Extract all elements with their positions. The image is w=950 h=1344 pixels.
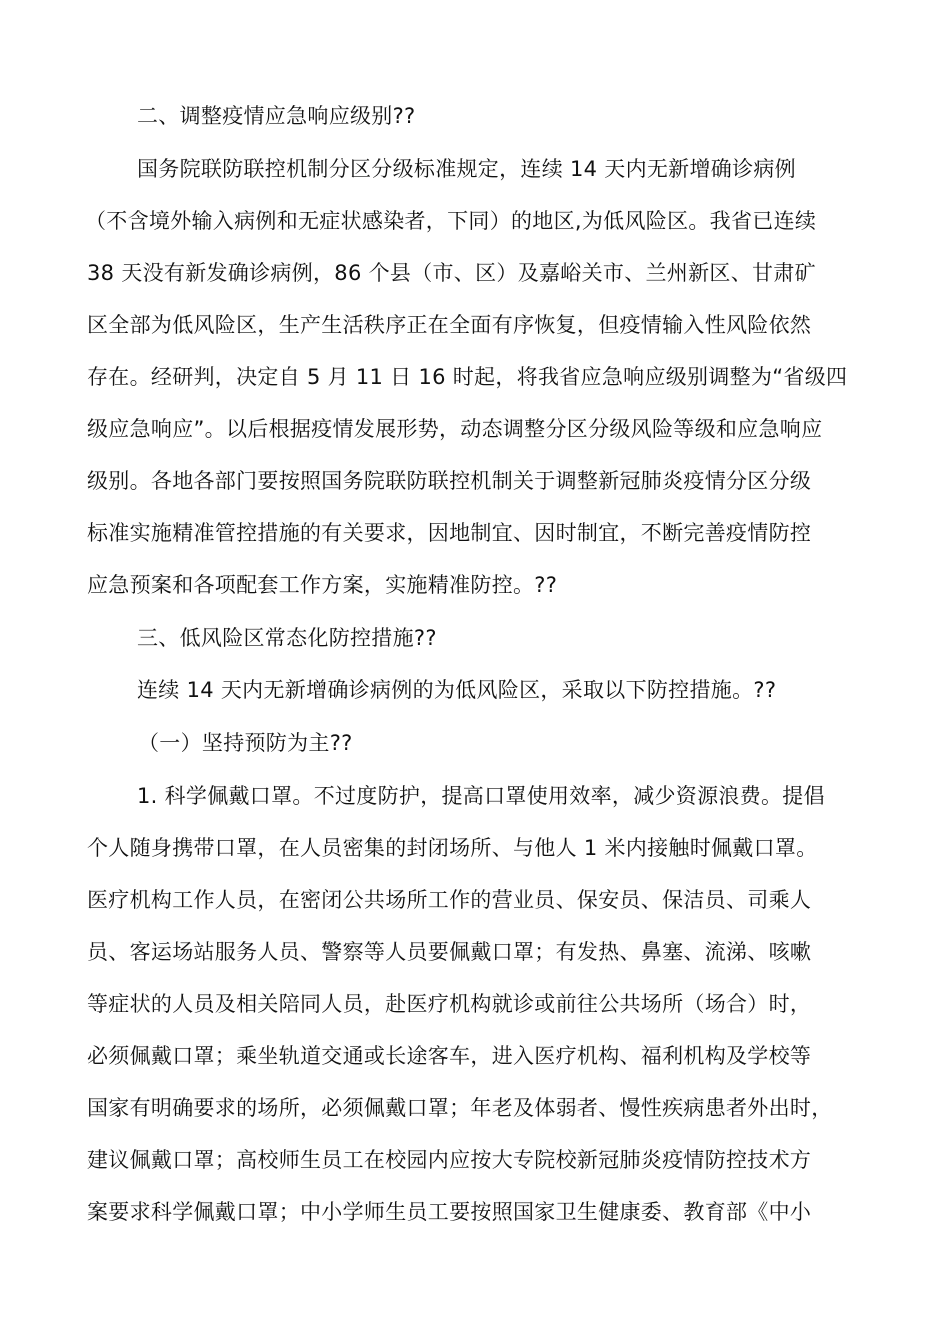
subsection-heading: （一）坚持预防为主??	[138, 731, 353, 755]
paragraph-line: 国务院联防联控机制分区分级标准规定，连续 14 天内无新增确诊病例	[137, 157, 796, 181]
paragraph-line: 级别。各地各部门要按照国务院联防联控机制关于调整新冠肺炎疫情分区分级	[87, 469, 812, 493]
paragraph-line: 必须佩戴口罩；乘坐轨道交通或长途客车，进入医疗机构、福利机构及学校等	[87, 1044, 812, 1068]
paragraph-line: 建议佩戴口罩；高校师生员工在校园内应按大专院校新冠肺炎疫情防控技术方	[87, 1148, 812, 1172]
paragraph-line: 国家有明确要求的场所，必须佩戴口罩；年老及体弱者、慢性疾病患者外出时，	[87, 1096, 833, 1120]
paragraph-line: 38 天没有新发确诊病例，86 个县（市、区）及嘉峪关市、兰州新区、甘肃矿	[87, 261, 816, 285]
paragraph-line: 级应急响应”。以后根据疫情发展形势，动态调整分区分级风险等级和应急响应	[87, 417, 823, 441]
section-heading-2: 二、调整疫情应急响应级别??	[137, 104, 416, 128]
paragraph-line: 连续 14 天内无新增确诊病例的为低风险区，采取以下防控措施。??	[137, 678, 777, 702]
paragraph-line: 1. 科学佩戴口罩。不过度防护，提高口罩使用效率，减少资源浪费。提倡	[137, 784, 825, 808]
paragraph-line: 员、客运场站服务人员、警察等人员要佩戴口罩；有发热、鼻塞、流涕、咳嗽	[87, 940, 812, 964]
paragraph-line: 区全部为低风险区，生产生活秩序正在全面有序恢复，但疫情输入性风险依然	[87, 313, 812, 337]
paragraph-line: 存在。经研判，决定自 5 月 11 日 16 时起，将我省应急响应级别调整为“省级四	[87, 365, 848, 389]
paragraph-line: （不含境外输入病例和无症状感染者，下同）的地区,为低风险区。我省已连续	[85, 209, 817, 233]
paragraph-line: 个人随身携带口罩，在人员密集的封闭场所、与他人 1 米内接触时佩戴口罩。	[87, 836, 818, 860]
section-heading-3: 三、低风险区常态化防控措施??	[137, 626, 437, 650]
paragraph-line: 标准实施精准管控措施的有关要求，因地制宜、因时制宜，不断完善疫情防控	[87, 521, 812, 545]
paragraph-line: 应急预案和各项配套工作方案，实施精准防控。??	[87, 573, 558, 597]
paragraph-line: 等症状的人员及相关陪同人员，赴医疗机构就诊或前往公共场所（场合）时，	[87, 992, 812, 1016]
paragraph-line: 案要求科学佩戴口罩；中小学师生员工要按照国家卫生健康委、教育部《中小	[87, 1200, 812, 1224]
paragraph-line: 医疗机构工作人员，在密闭公共场所工作的营业员、保安员、保洁员、司乘人	[87, 888, 812, 912]
